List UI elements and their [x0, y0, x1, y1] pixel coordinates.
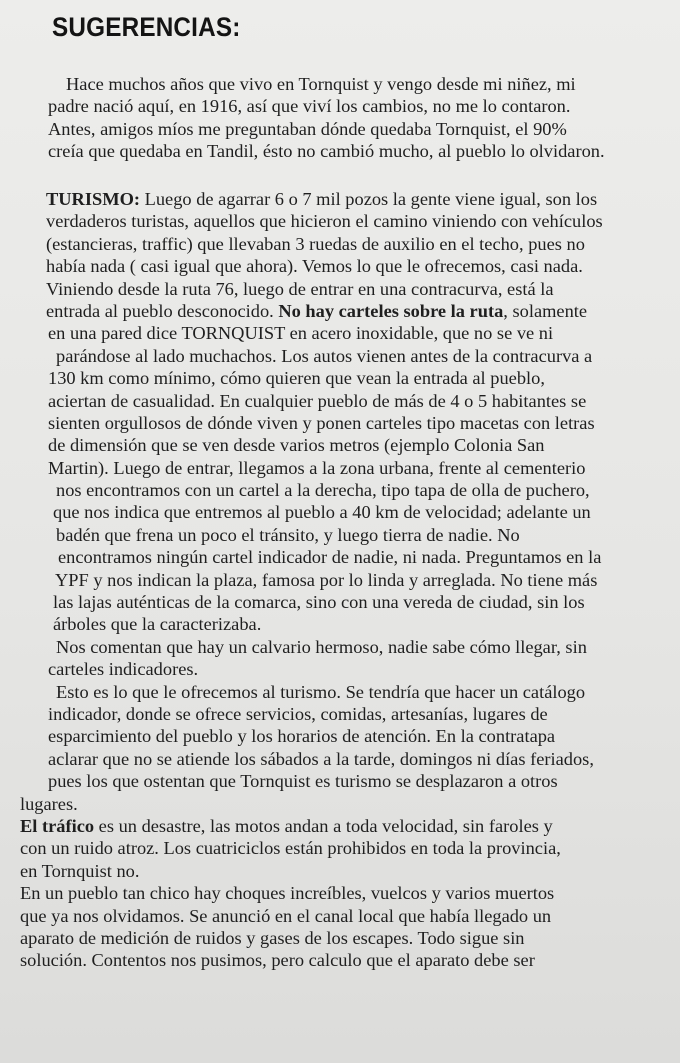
text-line: sienten orgullosos de dónde viven y ponen carteles tipo macetas con letras [48, 412, 595, 433]
text-line: Nos comentan que hay un calvario hermoso, nadie sabe cómo llegar, sin [56, 636, 587, 657]
text-line: aciertan de casualidad. En cualquier pueblo de más de 4 o 5 habitantes se [48, 390, 587, 411]
text-line: (estancieras, traffic) que llevaban 3 ruedas de auxilio en el techo, pues no [46, 233, 585, 254]
text-line: Martin). Luego de entrar, llegamos a la zona urbana, frente al cementerio [48, 457, 586, 478]
text-line: de dimensión que se ven desde varios metros (ejemplo Colonia San [48, 435, 545, 456]
text-line: había nada ( casi igual que ahora). Vemos lo que le ofrecemos, casi nada. [46, 256, 583, 277]
text-fragment: entrada al pueblo desconocido. [46, 300, 279, 321]
text-line: pues los que ostentan que Tornquist es turismo se desplazaron a otros [48, 771, 558, 792]
text-line: padre nació aquí, en 1916, así que viví los cambios, no me lo contaron. [48, 96, 571, 117]
turismo-highlight-line [20, 300, 603, 322]
text-line: aclarar que no se atiende los sábados a la tarde, domingos ni días feriados, [48, 748, 594, 769]
text-line: esparcimiento del pueblo y los horarios de atención. En la contratapa [48, 726, 556, 747]
text-line: indicador, donde se ofrece servicios, comidas, artesanías, lugares de [48, 703, 548, 724]
text-line: creía que quedaba en Tandil, ésto no cambió mucho, al pueblo lo olvidaron. [48, 141, 605, 162]
text-line: en una pared dice TORNQUIST en acero inoxidable, que no se ve ni [48, 323, 554, 344]
text-line: verdaderos turistas, aquellos que hicieron el camino viniendo con vehículos [46, 211, 603, 232]
turismo-line [20, 188, 603, 210]
text-line: badén que frena un poco el tránsito, y luego tierra de nadie. No [56, 524, 520, 545]
text-line: con un ruido atroz. Los cuatriciclos están prohibidos en toda la provincia, [20, 838, 561, 859]
text-line: las lajas auténticas de la comarca, sino con una vereda de ciudad, sin los [53, 592, 585, 613]
body-text [20, 188, 603, 972]
text-line: YPF y nos indican la plaza, famosa por lo linda y arreglada. No tiene más [55, 569, 598, 590]
text-line: Esto es lo que le ofrecemos al turismo. Se tendría que hacer un catálogo [56, 681, 586, 702]
text-line: que nos indica que entremos al pueblo a 40 km de velocidad; adelante un [53, 502, 591, 523]
text-line: árboles que la caracterizaba. [53, 614, 262, 635]
text-line: encontramos ningún cartel indicador de nadie, ni nada. Preguntamos en la [58, 547, 602, 568]
text-line: 130 km como mínimo, cómo quieren que vean la entrada al pueblo, [48, 368, 545, 389]
text-line: solución. Contentos nos pusimos, pero calculo que el aparato debe ser [20, 950, 535, 971]
text-line: parándose al lado muchachos. Los autos vienen antes de la contracurva a [56, 345, 593, 366]
text-line: que ya nos olvidamos. Se anunció en el canal local que había llegado un [20, 905, 552, 926]
text-fragment: Luego de agarrar 6 o 7 mil pozos la gente viene igual, son los [140, 189, 598, 209]
text-line: carteles indicadores. [48, 659, 199, 680]
text-fragment: es un desastre, las motos andan a toda velocidad, sin faroles y [94, 815, 553, 836]
trafico-line [20, 815, 603, 837]
text-line: lugares. [20, 793, 78, 814]
section-heading: SUGERENCIAS: [52, 12, 241, 42]
trafico-label: El tráfico [20, 815, 95, 836]
text-line: En un pueblo tan chico hay choques increíbles, vuelcos y varios muertos [20, 883, 555, 904]
text-line: nos encontramos con un cartel a la derecha, tipo tapa de olla de puchero, [56, 480, 590, 501]
turismo-label: TURISMO: [46, 189, 141, 209]
text-line: Viniendo desde la ruta 76, luego de entrar en una contracurva, está la [46, 278, 554, 299]
intro-paragraph [48, 73, 605, 163]
text-line: Antes, amigos míos me preguntaban dónde quedaba Tornquist, el 90% [48, 118, 567, 139]
text-fragment: , solamente [503, 300, 588, 321]
text-line: Hace muchos años que vivo en Tornquist y vengo desde mi niñez, mi [66, 74, 576, 94]
bold-phrase: No hay carteles sobre la ruta [278, 300, 504, 321]
text-line: en Tornquist no. [20, 860, 140, 881]
text-line: aparato de medición de ruidos y gases de los escapes. Todo sigue sin [20, 927, 525, 948]
